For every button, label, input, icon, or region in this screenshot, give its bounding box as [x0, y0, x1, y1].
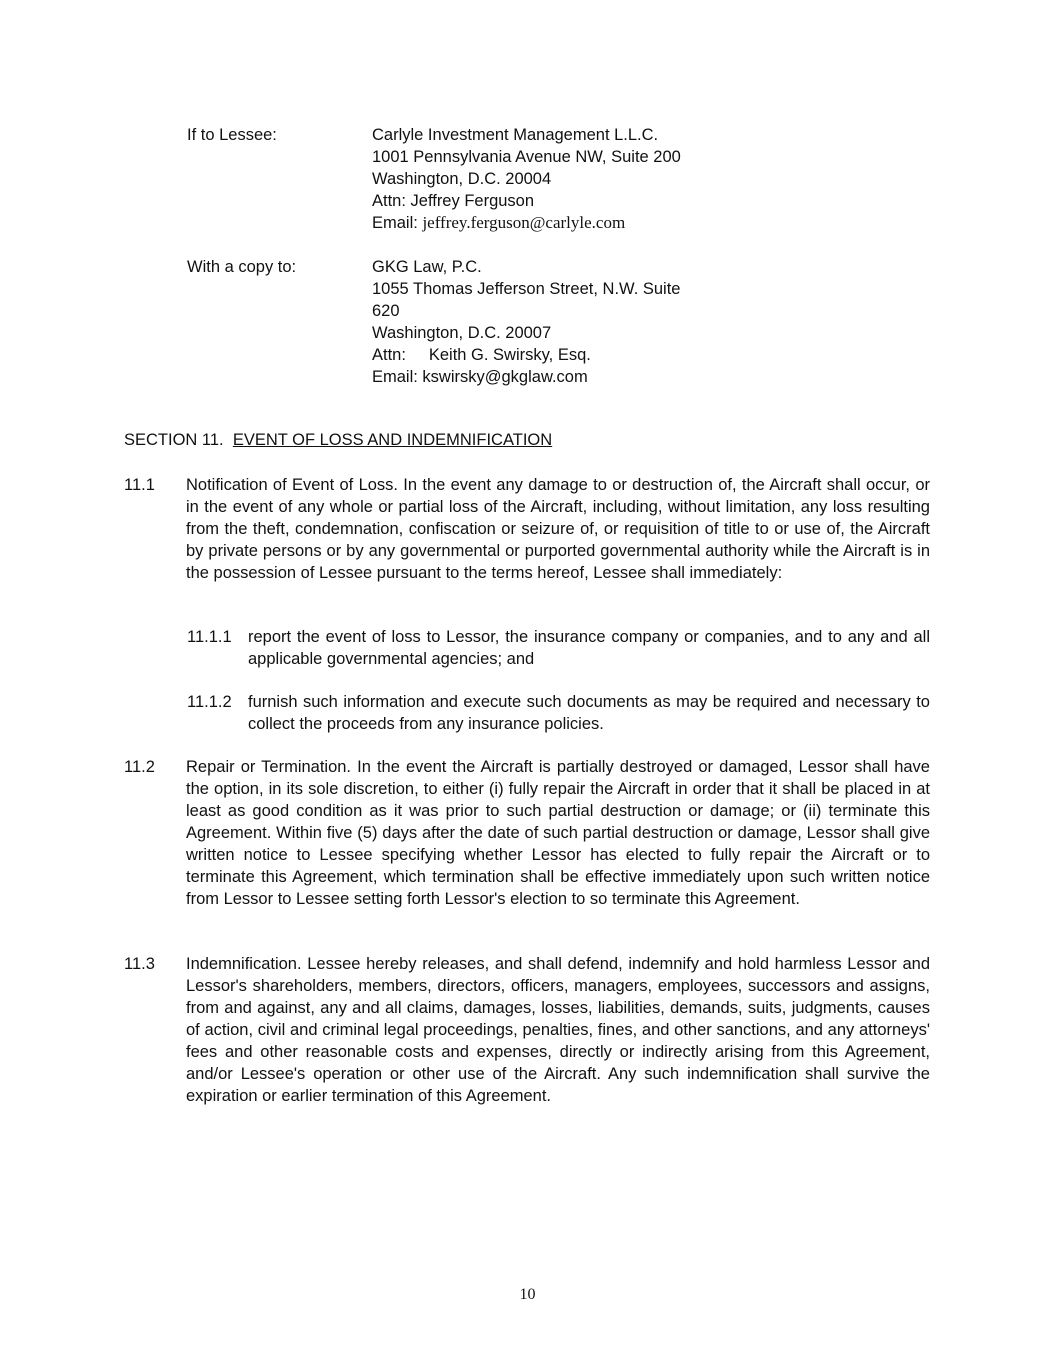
section-number: SECTION 11. — [124, 431, 224, 449]
paragraph-text: furnish such information and execute such documents as may be required and necessary to collect the proceeds from any insurance policies. — [248, 693, 930, 733]
lessee-notice-label: If to Lessee: — [187, 126, 277, 144]
paragraph-11-1 — [124, 474, 930, 584]
paragraph-number: 11.1.2 — [187, 693, 232, 711]
address-line: Carlyle Investment Management L.L.C. — [372, 126, 659, 144]
copy-address — [372, 256, 732, 388]
address-line: 1001 Pennsylvania Avenue NW, Suite 200 — [372, 148, 681, 166]
email-line: Email: kswirsky@gkglaw.com — [372, 368, 588, 386]
paragraph-text: Notification of Event of Loss. In the event any damage to or destruction of, the Aircraft shall occur, or in the event of any whole or partial loss of the Aircraft, including, without limitation, any loss resulting from the theft, condemnation, confiscation or seizure of, or requisition of title to or use of, the Aircraft by private persons or by any governmental or purported governmental authority while the Aircraft is in the possession of Lessee pursuant to the terms hereof, Lessee shall immediately: — [186, 476, 930, 582]
page-number: 10 — [519, 1286, 536, 1303]
copy-notice-label: With a copy to: — [187, 258, 297, 276]
email-label: Email: — [372, 214, 418, 232]
paragraph-11-2 — [124, 756, 930, 910]
lessee-address — [372, 124, 732, 234]
email-line — [372, 212, 732, 234]
address-line: Washington, D.C. 20007 — [372, 324, 552, 342]
paragraph-11-1-2 — [187, 691, 930, 735]
paragraph-number: 11.1 — [124, 476, 155, 494]
paragraph-text: Indemnification. Lessee hereby releases, and shall defend, indemnify and hold harmless Lessor and Lessor's shareholders, members, directors, officers, managers, employees, successors and assigns, from and against, any and all claims, damages, losses, liabilities, demands, suits, judgments, causes of action, civil and criminal legal proceedings, penalties, fines, and other sanctions, and any attorneys' fees and other reasonable costs and expenses, directly or indirectly arising from this Agreement, and/or Lessee's operation or other use of the Aircraft. Any such indemnification shall survive the expiration or earlier termination of this Agreement. — [186, 955, 930, 1105]
paragraph-text: report the event of loss to Lessor, the insurance company or companies, and to any and all applicable governmental agencies; and — [248, 628, 930, 668]
address-line: GKG Law, P.C. — [372, 258, 482, 276]
paragraph-text: Repair or Termination. In the event the Aircraft is partially destroyed or damaged, Lessor shall have the option, in its sole discretion, to either (i) fully repair the Aircraft in order that it shall be placed in at least as good condition as it was prior to such partial destruction or damage; or (ii) terminate this Agreement. Within five (5) days after the date of such partial destruction or damage, Lessor shall give written notice to Lessee specifying whether Lessor has elected to fully repair the Aircraft or to terminate this Agreement, which termination shall be effective immediately upon such written notice from Lessor to Lessee setting forth Lessor's election to so terminate this Agreement. — [186, 758, 930, 908]
paragraph-number: 11.3 — [124, 955, 155, 973]
address-line: 1055 Thomas Jefferson Street, N.W. Suite — [372, 280, 681, 298]
address-line: Attn: Jeffrey Ferguson — [372, 192, 535, 210]
section-heading — [124, 429, 552, 451]
paragraph-number: 11.2 — [124, 758, 155, 776]
address-line: Attn: Keith G. Swirsky, Esq. — [372, 346, 591, 364]
address-line: Washington, D.C. 20004 — [372, 170, 552, 188]
section-title: EVENT OF LOSS AND INDEMNIFICATION — [232, 431, 553, 449]
lessee-email: jeffrey.ferguson@carlyle.com — [422, 213, 626, 232]
paragraph-number: 11.1.1 — [187, 628, 232, 646]
paragraph-11-3 — [124, 953, 930, 1107]
paragraph-11-1-1 — [187, 626, 930, 670]
address-line: 620 — [372, 302, 400, 320]
